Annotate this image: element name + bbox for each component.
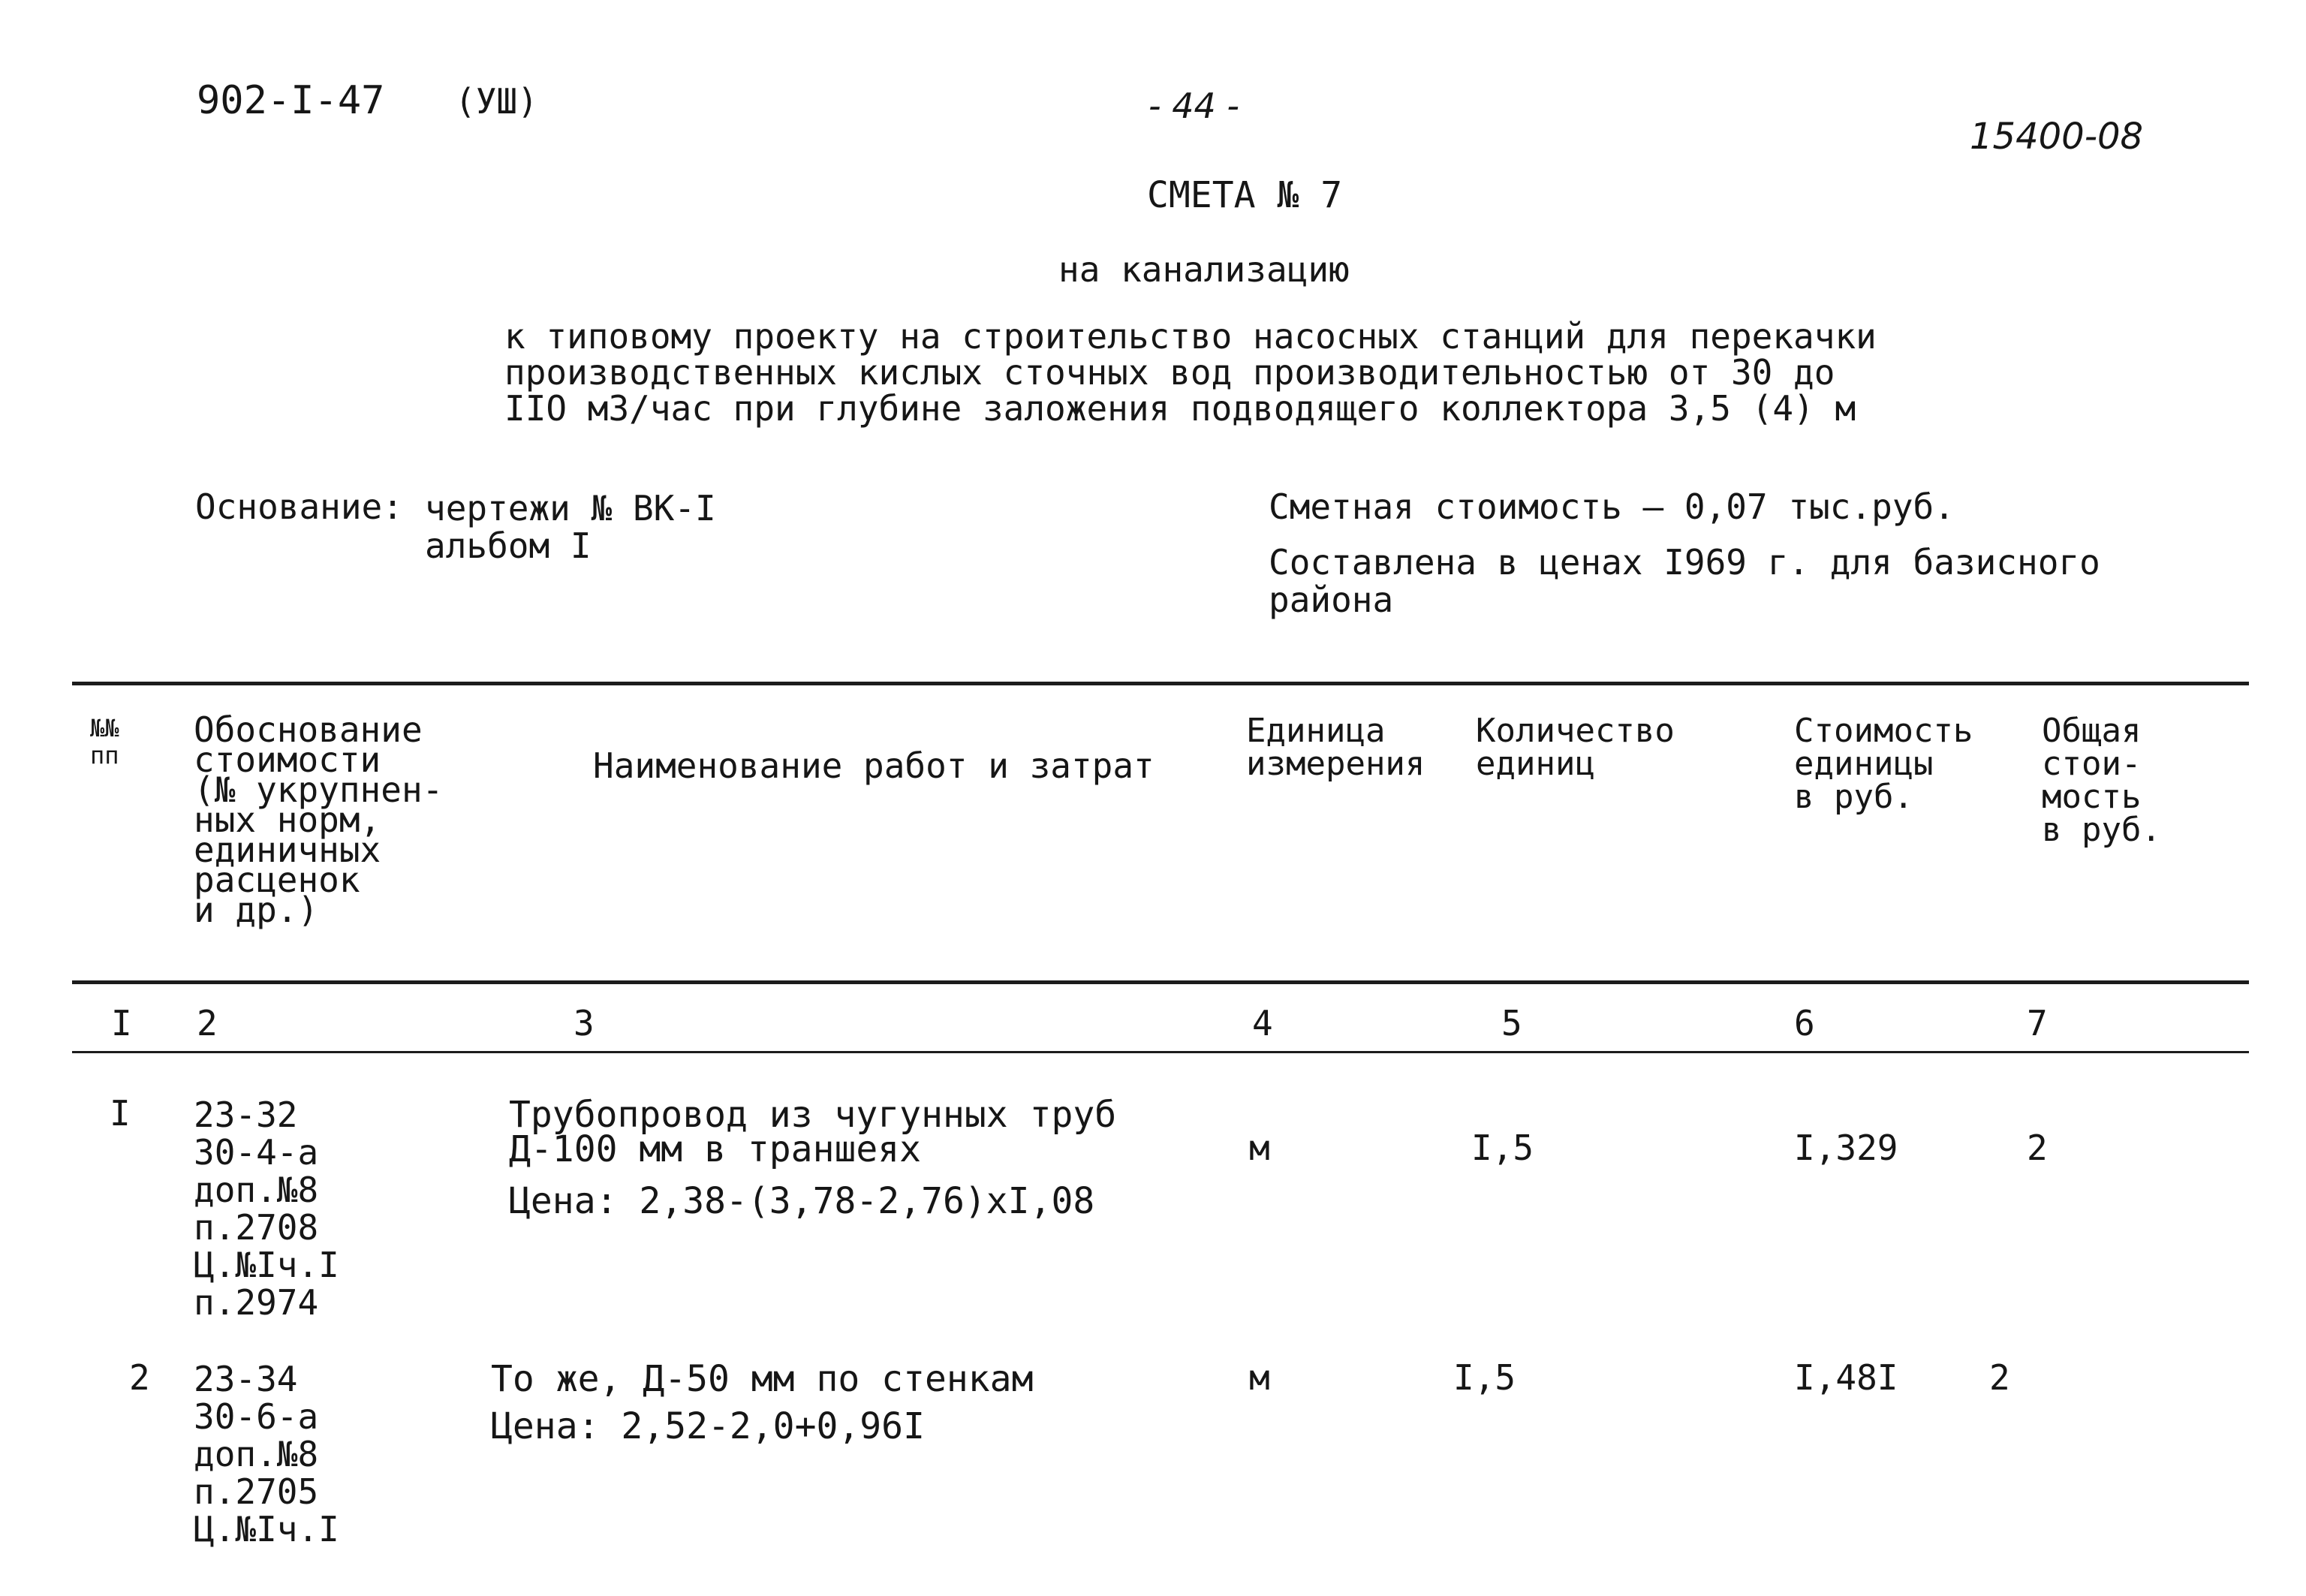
basis-line: чертежи № ВК-I — [425, 488, 716, 528]
document-title: СМЕТА № 7 — [1147, 174, 1343, 216]
header-qty — [1476, 712, 1675, 783]
column-number: 4 — [1252, 1003, 1273, 1043]
column-numbers-rule — [72, 1051, 2249, 1053]
header-basis-line: ных норм, — [194, 800, 381, 840]
basis-drawings — [425, 489, 716, 565]
row-name-line: Трубопровод из чугунных труб — [509, 1094, 1117, 1136]
column-number: 5 — [1501, 1003, 1522, 1043]
row-basis-line: Ц.№Iч.I — [194, 1245, 339, 1285]
header-total — [2042, 712, 2161, 849]
row-basis-line: доп.№8 — [194, 1434, 319, 1474]
row-unit: м — [1249, 1128, 1270, 1168]
header-total-line: в руб. — [2042, 811, 2161, 849]
column-number: 6 — [1794, 1003, 1815, 1043]
column-number: 7 — [2027, 1003, 2048, 1043]
row-unit: м — [1249, 1357, 1270, 1398]
document-subtitle: на канализацию — [1058, 249, 1350, 290]
row-basis-line: п.2708 — [194, 1207, 319, 1248]
row-basis — [194, 1360, 339, 1548]
price-basis-line: района — [1269, 580, 1394, 620]
row-total: 2 — [1989, 1357, 2010, 1398]
row-basis-line: 30-6-а — [194, 1396, 319, 1437]
header-total-line: стои- — [2042, 745, 2142, 783]
header-unit-cost-line: единицы — [1794, 745, 1934, 783]
header-unit-line: Единица — [1246, 712, 1386, 750]
header-num — [90, 715, 119, 769]
row-price: Цена: 2,38-(3,78-2,76)xI,08 — [509, 1180, 1095, 1222]
description-line: производственных кислых сточных вод производительностью от 30 до — [504, 352, 1835, 393]
row-name — [491, 1358, 1034, 1400]
row-name — [509, 1094, 1117, 1170]
document-code: 902-I-47 — [197, 78, 385, 123]
row-basis-line: Ц.№Iч.I — [194, 1509, 339, 1549]
row-basis-line: 23-32 — [194, 1095, 298, 1135]
header-name — [593, 745, 1155, 786]
column-number: 3 — [573, 1003, 595, 1043]
row-price: Цена: 2,52-2,0+0,96I — [491, 1405, 925, 1447]
row-unit-cost: I,48I — [1794, 1357, 1898, 1398]
header-basis-line: единичных — [194, 830, 381, 870]
header-unit-cost-line: Стоимость — [1794, 712, 1973, 750]
header-basis-line: стоимости — [194, 739, 381, 780]
header-basis-line: (№ укрупнен- — [194, 769, 444, 810]
price-basis-line: Составлена в ценах I969 г. для базисного — [1269, 542, 2100, 583]
row-basis-line: 23-34 — [194, 1359, 298, 1399]
row-basis-line: доп.№8 — [194, 1170, 319, 1210]
project-description — [504, 316, 1877, 429]
header-basis — [194, 709, 444, 930]
page-number: - 44 - — [1148, 86, 1239, 126]
row-total: 2 — [2027, 1128, 2048, 1168]
header-unit-line: измерения — [1246, 745, 1425, 783]
row-qty: I,5 — [1471, 1128, 1534, 1168]
header-unit-cost — [1794, 712, 1973, 816]
row-num: 2 — [129, 1357, 150, 1398]
row-unit-cost: I,329 — [1794, 1128, 1898, 1168]
description-line: к типовому проекту на строительство насосных станций для перекачки — [504, 316, 1877, 357]
row-basis-line: п.2974 — [194, 1282, 319, 1323]
table-top-rule — [72, 682, 2249, 685]
basis-line: альбом I — [425, 525, 592, 566]
header-basis-line: расценок — [194, 860, 360, 900]
series-code: (УШ) — [455, 81, 538, 122]
header-basis-line: Обоснование — [194, 709, 423, 750]
header-qty-line: единиц — [1476, 745, 1595, 783]
header-bottom-rule — [72, 980, 2249, 984]
header-unit — [1246, 712, 1425, 783]
inventory-number: 15400-08 — [1970, 116, 2144, 158]
column-number: I — [111, 1003, 132, 1043]
row-qty: I,5 — [1453, 1357, 1516, 1398]
row-basis-line: п.2705 — [194, 1471, 319, 1512]
header-total-line: Общая — [2042, 712, 2142, 750]
header-unit-cost-line: в руб. — [1794, 778, 1913, 816]
header-basis-line: и др.) — [194, 890, 319, 930]
column-number: 2 — [197, 1003, 218, 1043]
row-name-line: То же, Д-50 мм по стенкам — [491, 1358, 1034, 1400]
header-qty-line: Количество — [1476, 712, 1675, 750]
header-name-line: Наименование работ и затрат — [593, 745, 1155, 786]
row-basis-line: 30-4-а — [194, 1132, 319, 1173]
header-num-line: №№ — [90, 714, 119, 742]
description-line: IIO м3/час при глубине заложения подводящего коллектора 3,5 (4) м — [504, 388, 1856, 429]
header-num-line: пп — [90, 741, 119, 769]
header-total-line: мость — [2042, 778, 2142, 816]
basis-label: Основание: — [195, 486, 403, 527]
row-basis — [194, 1096, 339, 1321]
row-name-line: Д-100 мм в траншеях — [509, 1128, 922, 1170]
price-basis — [1269, 544, 2100, 619]
row-num: I — [110, 1093, 131, 1134]
estimated-cost: Сметная стоимость – 0,07 тыс.руб. — [1269, 486, 1955, 527]
